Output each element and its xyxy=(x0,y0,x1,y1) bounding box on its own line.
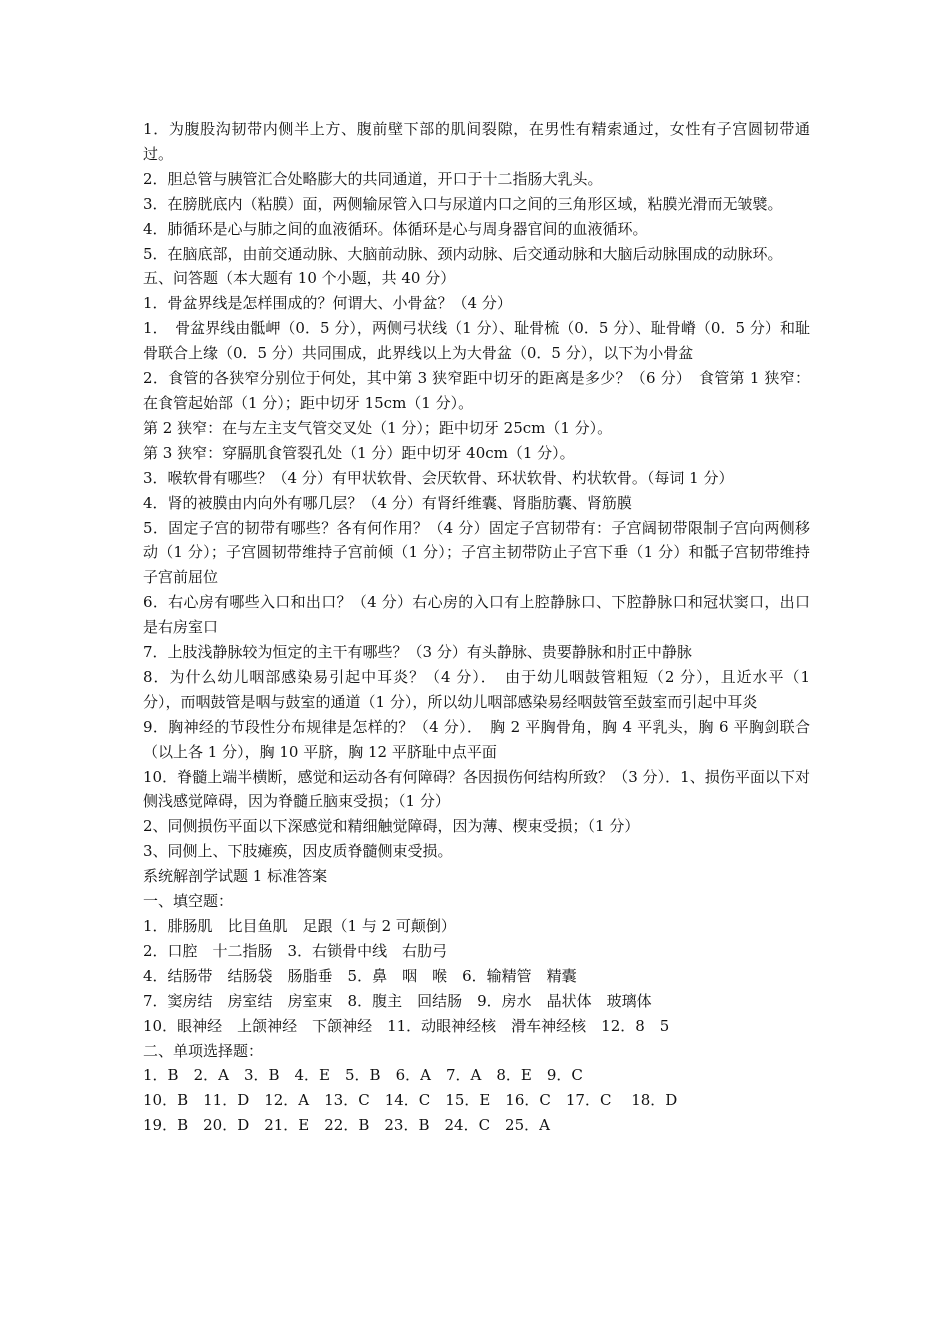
answer-line: 2、同侧损伤平面以下深感觉和精细触觉障碍，因为薄、楔束受损；（1 分） xyxy=(143,817,640,836)
question-line: 10．脊髓上端半横断，感觉和运动各有何障碍？各因损伤何结构所致？（3 分）．1、损伤平面以下对侧浅感觉障碍，因为脊髓丘脑束受损；（1 分） xyxy=(143,767,810,811)
answer-line: 4．结肠带 结肠袋 肠脂垂 5．鼻 咽 喉 6．输精管 精囊 xyxy=(143,966,577,985)
document-page xyxy=(143,117,810,1138)
answer-line: 3、同侧上、下肢瘫痪，因皮质脊髓侧束受损。 xyxy=(143,842,453,861)
answer-line: 2．口腔 十二指肠 3．右锁骨中线 右肋弓 xyxy=(143,941,448,960)
question-line: 4．肾的被膜由内向外有哪几层？（4 分）有肾纤维囊、肾脂肪囊、肾筋膜 xyxy=(143,493,632,512)
answer-line: 19．B 20．D 21．E 22．B 23．B 24．C 25．A xyxy=(143,1116,550,1135)
answer-line: 2．胆总管与胰管汇合处略膨大的共同通道，开口于十二指肠大乳头。 xyxy=(143,169,603,188)
question-line: 8．为什么幼儿咽部感染易引起中耳炎？（4 分）． 由于幼儿咽鼓管粗短（2 分），且近水平（1 分），而咽鼓管是咽与鼓室的通道（1 分），所以幼儿咽部感染易经咽鼓管至鼓室而引起中耳炎 xyxy=(143,667,810,711)
question-line: 2．食管的各狭窄分别位于何处，其中第 3 狭窄距中切牙的距离是多少？（6 分） 食管第 1 狭窄：在食管起始部（1 分）；距中切牙 15cm（1 分）。 xyxy=(143,369,810,412)
answer-line: 3．在膀胱底内（粘膜）面，两侧输尿管入口与尿道内口之间的三角形区域，粘膜光滑而无皱襞。 xyxy=(143,194,783,213)
document-title: 系统解剖学试题 1 标准答案 xyxy=(143,867,328,886)
answer-line: 1． 骨盆界线由骶岬（0．5 分），两侧弓状线（1 分）、耻骨梳（0．5 分）、耻骨嵴（0．5 分）和耻骨联合上缘（0．5 分）共同围成，此界线以上为大骨盆（0．5 分），以下为小骨盆 xyxy=(143,319,810,363)
answer-line: 7．窦房结 房室结 房室束 8．腹主 回结肠 9．房水 晶状体 玻璃体 xyxy=(143,991,652,1010)
answer-line: 10．B 11．D 12．A 13．C 14．C 15．E 16．C 17．C 18．D xyxy=(143,1091,678,1110)
answer-line: 5．在脑底部，由前交通动脉、大脑前动脉、颈内动脉、后交通动脉和大脑后动脉围成的动脉环。 xyxy=(143,244,783,263)
section-heading: 二、单项选择题： xyxy=(143,1041,264,1060)
question-line: 1．骨盆界线是怎样围成的？何谓大、小骨盆？（4 分） xyxy=(143,294,512,313)
answer-line: 4．肺循环是心与肺之间的血液循环。体循环是心与周身器官间的血液循环。 xyxy=(143,219,648,238)
question-line: 5．固定子宫的韧带有哪些？各有何作用？（4 分）固定子宫韧带有：子宫阔韧带限制子宫向两侧移动（1 分）；子宫圆韧带维持子宫前倾（1 分）；子宫主韧带防止子宫下垂（1 分）和骶子宫韧带维持子宫前屈位 xyxy=(143,518,810,587)
question-line: 6．右心房有哪些入口和出口？（4 分）右心房的入口有上腔静脉口、下腔静脉口和冠状窦口，出口是右房室口 xyxy=(143,593,810,637)
question-line: 3．喉软骨有哪些？（4 分）有甲状软骨、会厌软骨、环状软骨、杓状软骨。（每词 1 分） xyxy=(143,468,734,487)
answer-line: 1．B 2．A 3．B 4．E 5．B 6．A 7．A 8．E 9．C xyxy=(143,1066,583,1085)
answer-line: 1．腓肠肌 比目鱼肌 足跟（1 与 2 可颠倒） xyxy=(143,917,456,935)
answer-line: 10．眼神经 上颌神经 下颌神经 11．动眼神经核 滑车神经核 12．8 5 xyxy=(143,1016,670,1035)
answer-line: 1．为腹股沟韧带内侧半上方、腹前壁下部的肌间裂隙，在男性有精索通过，女性有子宫圆韧带通过。 xyxy=(143,120,810,163)
section-heading: 五、问答题（本大题有 10 个小题，共 40 分） xyxy=(143,269,456,288)
question-line: 7．上肢浅静脉较为恒定的主干有哪些？（3 分）有头静脉、贵要静脉和肘正中静脉 xyxy=(143,643,692,662)
section-heading: 一、填空题： xyxy=(143,892,234,911)
answer-line: 第 2 狭窄：在与左主支气管交叉处（1 分）；距中切牙 25cm（1 分）。 xyxy=(143,418,613,437)
question-line: 9．胸神经的节段性分布规律是怎样的？（4 分）． 胸 2 平胸骨角，胸 4 平乳头，胸 6 平胸剑联合（以上各 1 分），胸 10 平脐，胸 12 平脐耻中点平面 xyxy=(143,717,810,761)
answer-line: 第 3 狭窄：穿膈肌食管裂孔处（1 分）距中切牙 40cm（1 分）。 xyxy=(143,443,575,462)
